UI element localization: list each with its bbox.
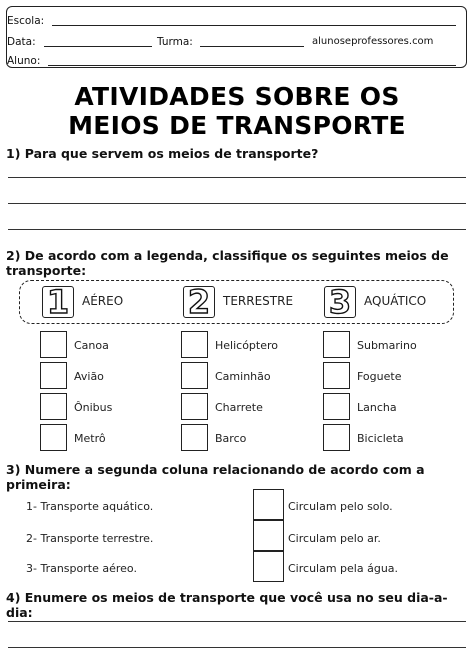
student-field[interactable] [48, 65, 456, 66]
answer-line[interactable] [8, 621, 466, 622]
classify-box[interactable] [181, 393, 208, 420]
match-left-3: 3- Transporte aéreo. [26, 562, 137, 575]
item-helicoptero: Helicóptero [215, 339, 279, 352]
match-right-2: Circulam pelo ar. [288, 532, 381, 545]
classify-box[interactable] [323, 424, 350, 451]
answer-line[interactable] [8, 177, 466, 178]
classify-box[interactable] [40, 362, 67, 389]
question-2-line-1: 2) De acordo com a legenda, classifique os seguintes meios de [6, 248, 449, 263]
class-label: Turma: [157, 36, 193, 48]
item-metro: Metrô [74, 432, 106, 445]
classify-box[interactable] [181, 424, 208, 451]
question-4: 4) Enumere os meios de transporte que você usa no seu dia-a-dia: [6, 590, 448, 620]
item-canoa: Canoa [74, 339, 109, 352]
school-label: Escola: [7, 15, 45, 27]
classify-box[interactable] [40, 424, 67, 451]
match-right-3: Circulam pela água. [288, 562, 399, 575]
classify-box[interactable] [40, 393, 67, 420]
classify-box[interactable] [181, 331, 208, 358]
answer-line[interactable] [8, 229, 466, 230]
legend-number-3: 3 [324, 286, 356, 318]
title-line-1: ATIVIDADES SOBRE OS [74, 82, 400, 111]
question-3-line-1: 3) Numere a segunda coluna relacionando de acordo com a [6, 462, 425, 477]
match-box[interactable] [253, 520, 284, 551]
item-submarino: Submarino [357, 339, 417, 352]
match-right-1: Circulam pelo solo. [288, 500, 393, 513]
date-field[interactable] [44, 46, 152, 47]
answer-line[interactable] [8, 647, 466, 648]
item-lancha: Lancha [357, 401, 397, 414]
item-caminhao: Caminhão [215, 370, 271, 383]
legend-label-aereo: AÉREO [82, 294, 124, 308]
legend-label-terrestre: TERRESTRE [223, 294, 294, 308]
classify-box[interactable] [181, 362, 208, 389]
match-box[interactable] [253, 489, 284, 520]
item-bicicleta: Bicicleta [357, 432, 404, 445]
classify-box[interactable] [323, 331, 350, 358]
title-line-2: MEIOS DE TRANSPORTE [68, 111, 406, 140]
site-label: alunoseprofessores.com [312, 36, 434, 47]
legend-number-1: 1 [42, 286, 74, 318]
match-left-1: 1- Transporte aquático. [26, 500, 154, 513]
date-label: Data: [7, 36, 36, 48]
classify-box[interactable] [323, 362, 350, 389]
item-foguete: Foguete [357, 370, 402, 383]
item-barco: Barco [215, 432, 247, 445]
match-left-2: 2- Transporte terrestre. [26, 532, 154, 545]
classify-box[interactable] [323, 393, 350, 420]
class-field[interactable] [200, 46, 304, 47]
legend-number-2: 2 [183, 286, 215, 318]
match-box[interactable] [253, 551, 284, 582]
legend-label-aquatico: AQUÁTICO [364, 294, 427, 308]
item-aviao: Avião [74, 370, 104, 383]
item-onibus: Ônibus [74, 401, 113, 414]
classify-box[interactable] [40, 331, 67, 358]
answer-line[interactable] [8, 203, 466, 204]
student-label: Aluno: [7, 55, 41, 67]
question-1: 1) Para que servem os meios de transporte? [6, 146, 319, 161]
question-3-line-2: primeira: [6, 477, 71, 492]
question-2-line-2: transporte: [6, 263, 87, 278]
item-charrete: Charrete [215, 401, 263, 414]
school-field[interactable] [52, 25, 456, 26]
